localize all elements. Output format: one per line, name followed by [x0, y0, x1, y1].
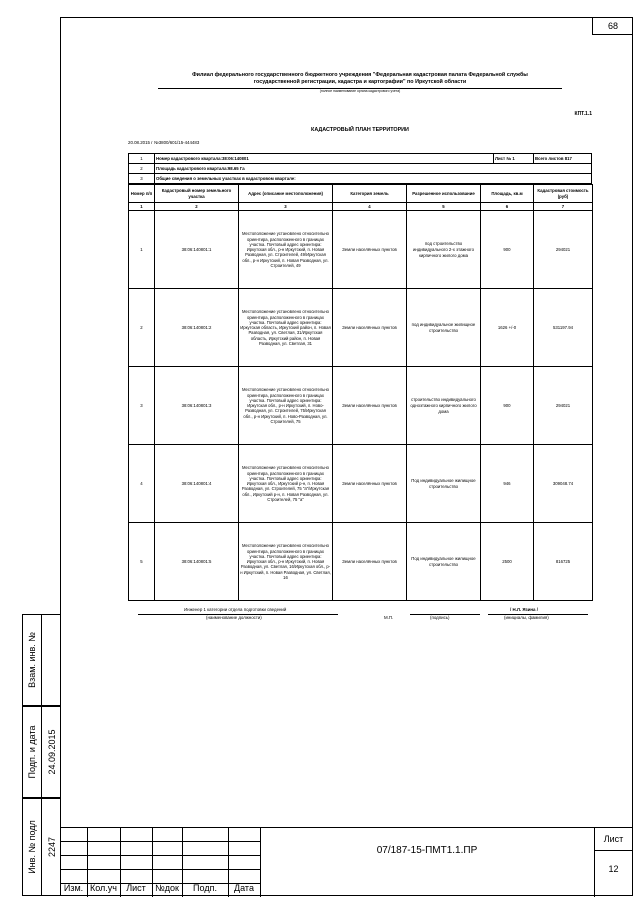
cell-usage: под индивидуальное жилищное строительство — [407, 289, 481, 367]
cell-usage: Под индивидуальное жилищное строительство — [407, 445, 481, 523]
col-header: Площадь, кв.м — [481, 185, 534, 203]
sign-hint: (подпись) — [430, 615, 450, 621]
cell-address: Местоположение установлено относительно ориентира, расположенного в границах участка. Почтовый адрес ориентира: Иркутская обл., Иркутский р-н, п. Новая Разводная, ул. Строителей, 75 "а"/Иркутская обл., Иркутский р-н, п. Новая Разводная, ул. Строителей, 75 "а" — [239, 445, 333, 523]
cell-category: Земли населённых пунктов — [333, 289, 407, 367]
cell-category: Земли населённых пунктов — [333, 445, 407, 523]
doc-code: 07/187-15-ПМТ1.1.ПР — [376, 845, 478, 856]
doc-date-number: 20.08.2015 г №3800/601/15-444483 — [128, 139, 200, 145]
cell-cadastral: 38:06:140801:4 — [155, 445, 239, 523]
table-row — [129, 445, 593, 523]
inv-podl-label: Инв. № подл — [27, 820, 37, 874]
podp-date-value: 24.09.2015 — [46, 729, 57, 775]
quarter-area: Площадь кадастрового квартала:98.65 Га — [155, 164, 592, 174]
stamp-label: Подп. — [193, 883, 217, 893]
sheet-label: Лист № 1 — [494, 154, 534, 164]
col-header: Категория земель — [333, 185, 407, 203]
cell-number: 4 — [129, 445, 155, 523]
cell-cadastral: 38:06:140801:3 — [155, 367, 239, 445]
signer-name: / Н.Л. Язина / — [510, 607, 538, 613]
col-index: 5 — [407, 203, 481, 211]
cell-number: 3 — [129, 367, 155, 445]
col-header: Кадастровый номер земельного участка — [155, 185, 239, 203]
list-label: Лист — [603, 834, 624, 844]
name-hint: (инициалы, фамилия) — [504, 615, 549, 621]
stamp-place: М.П. — [384, 615, 394, 621]
cell-cadastral: 38:06:140801:2 — [155, 289, 239, 367]
info-num: 2 — [129, 164, 155, 174]
cell-number: 2 — [129, 289, 155, 367]
cell-area: 2500 — [481, 523, 534, 601]
podp-data-label: Подп. и дата — [27, 725, 37, 779]
stamp-label: №док — [155, 883, 179, 893]
col-index: 1 — [129, 203, 155, 211]
title-block — [60, 827, 633, 896]
quarter-number: Номер кадастрового квартала:38:06:140801 — [155, 154, 494, 164]
cell-number: 5 — [129, 523, 155, 601]
inv-zam-label: Взам. инв. № — [27, 632, 37, 688]
cell-number: 1 — [129, 211, 155, 289]
cell-category: Земли населённых пунктов — [333, 523, 407, 601]
org-line-2: государственной регистрации, кадастра и картографии" по Иркутской области — [253, 79, 467, 86]
inv-podl-value: 2247 — [46, 836, 57, 858]
cell-cadastral: 38:06:140801:1 — [155, 211, 239, 289]
cell-cadastral: 38:06:140801:5 — [155, 523, 239, 601]
stamp-label: Лист — [126, 883, 146, 893]
org-name — [128, 72, 592, 87]
col-index: 7 — [534, 203, 593, 211]
cell-area: 1626 +/-0 — [481, 289, 534, 367]
org-line-1: Филиал федерального государственного бюджетного учреждения "Федеральная кадастровая палата Федеральной службы — [192, 72, 528, 78]
table-row — [129, 211, 593, 289]
general-info: Общие сведения о земельных участках в кадастровом квартале: — [155, 174, 592, 184]
position-hint: (наименование должности) — [206, 615, 262, 621]
table-row — [129, 367, 593, 445]
cell-usage: строительство индивидуального одноэтажного кирпичного жилого дома — [407, 367, 481, 445]
cell-address: Местоположение установлено относительно ориентира, расположенного в границах участка. Почтовый адрес ориентира: Иркутская область, Иркутский район, п. Новая Разводная, ул. Светлая, 31/Иркутская область, Иркутский район, п. Новая Разводная, ул. Светлая, 31 — [239, 289, 333, 367]
col-index: 4 — [333, 203, 407, 211]
cell-address: Местоположение установлено относительно ориентира, расположенного в границах участка. Почтовый адрес ориентира: Иркутская обл., р-н Иркутский, п. Ново-Разводная, ул. Строителей, 75/Иркутская обл., р-н Иркутский, п. Ново-Разводная, ул. Строителей, 75 — [239, 367, 333, 445]
info-num: 3 — [129, 174, 155, 184]
col-index: 2 — [155, 203, 239, 211]
cell-cost: 294021 — [534, 211, 593, 289]
info-num: 1 — [129, 154, 155, 164]
cell-cost: 309048.74 — [534, 445, 593, 523]
col-header: Кадастровая стоимость (руб) — [534, 185, 593, 203]
cell-area: 900 — [481, 367, 534, 445]
total-sheets: Всего листов 817 — [534, 154, 592, 164]
col-index: 3 — [239, 203, 333, 211]
cell-category: Земли населённых пунктов — [333, 367, 407, 445]
col-header: Адрес (описание местоположения) — [239, 185, 333, 203]
cell-cost: 294021 — [534, 367, 593, 445]
side-strip-inv-zam — [22, 614, 60, 706]
side-strip-inv-podl — [22, 798, 60, 896]
cell-usage: Под индивидуальное жилищное строительство — [407, 523, 481, 601]
cell-cost: 531197.94 — [534, 289, 593, 367]
sheet-number: 68 — [592, 17, 633, 35]
doc-title: КАДАСТРОВЫЙ ПЛАН ТЕРРИТОРИИ — [311, 127, 409, 134]
cell-usage: под строительство индивидуального 2-х этажного кирпичного жилого дома — [407, 211, 481, 289]
col-header: Номер п/п — [129, 185, 155, 203]
org-hint: (полное наименование органа кадастрового учета) — [319, 88, 401, 93]
cell-address: Местоположение установлено относительно ориентира, расположенного в границах участка. Почтовый адрес ориентира: Иркутская обл., р-н Иркутский, п. Новая Разводная, ул. Светлая, 16/Иркутская обл., р-н Иркутский, п. Новая Разводная, ул. Светлая, 16 — [239, 523, 333, 601]
cadastral-document — [128, 72, 592, 627]
parcels-table — [128, 184, 593, 601]
col-index: 6 — [481, 203, 534, 211]
cell-area: 946 — [481, 445, 534, 523]
list-number: 12 — [608, 864, 619, 874]
table-row — [129, 289, 593, 367]
col-header: Разрешенное использование — [407, 185, 481, 203]
info-table — [128, 153, 592, 184]
cell-address: Местоположение установлено относительно ориентира, расположенного в границах участка. Почтовый адрес ориентира: Иркутская обл., р-н Иркутский, п. Новая Разводная, ул. Строителей, 49/Иркутская обл., р-н Иркутский, п. Новая Разводная, ул. Строителей, 49 — [239, 211, 333, 289]
stamp-label: Изм. — [63, 883, 84, 893]
cell-cost: 816725 — [534, 523, 593, 601]
stamp-label: Кол.уч — [90, 883, 117, 893]
side-strip-podp-data — [22, 706, 60, 798]
stamp-label: Дата — [234, 883, 254, 893]
cell-category: Земли населённых пунктов — [333, 211, 407, 289]
signature-block — [128, 605, 592, 627]
signer-position: Инженер 1 категории отдела подготовки сведений — [184, 607, 287, 613]
table-row — [129, 523, 593, 601]
form-code: КПТ.1.1 — [574, 110, 592, 117]
cell-area: 900 — [481, 211, 534, 289]
